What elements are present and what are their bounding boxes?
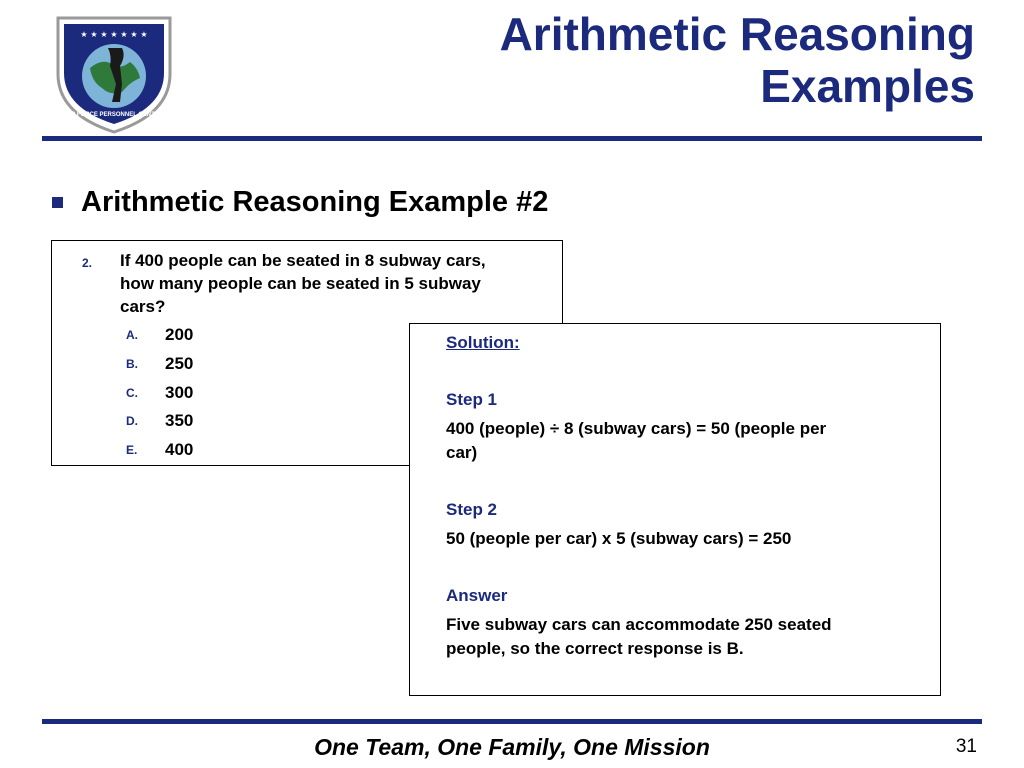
footer-divider (42, 719, 982, 724)
choice-value: 250 (165, 354, 194, 373)
header-divider (42, 136, 982, 141)
svg-text:★: ★ (90, 30, 98, 39)
choice-e (126, 437, 193, 463)
air-force-personnel-center-seal-icon (50, 10, 178, 136)
page-number: 31 (955, 736, 977, 757)
title-line-2: Examples (760, 60, 975, 112)
question-line-1: If 400 people can be seated in 8 subway cars, (120, 251, 486, 270)
svg-text:★: ★ (130, 30, 138, 39)
step-1-line-1: 400 (people) ÷ 8 (subway cars) = 50 (people per (446, 419, 827, 438)
choice-value: 400 (165, 440, 194, 459)
square-bullet-icon (52, 197, 63, 208)
choice-b (126, 351, 193, 377)
question-number: 2. (82, 256, 93, 270)
answer-label: Answer (446, 586, 508, 605)
choice-c (126, 380, 193, 406)
choice-letter: B. (126, 357, 138, 371)
choice-a (126, 322, 193, 348)
question-text (120, 249, 560, 318)
step-2-line-1: 50 (people per car) x 5 (subway cars) = 250 (446, 529, 792, 548)
step-1-label: Step 1 (446, 390, 498, 409)
answer-line-2: people, so the correct response is B. (446, 639, 744, 658)
question-line-2: how many people can be seated in 5 subway (120, 274, 481, 293)
step-2-label: Step 2 (446, 500, 498, 519)
choice-value: 300 (165, 383, 194, 402)
svg-text:★: ★ (100, 30, 108, 39)
svg-text:★: ★ (110, 30, 118, 39)
step-1-line-2: car) (446, 443, 478, 462)
footer-motto: One Team, One Family, One Mission (314, 734, 710, 760)
solution-box (409, 323, 941, 696)
answer-line-1: Five subway cars can accommodate 250 seated (446, 615, 832, 634)
choice-letter: E. (126, 443, 138, 457)
choice-letter: D. (126, 414, 138, 428)
slide-title (355, 8, 975, 112)
choice-letter: C. (126, 386, 138, 400)
svg-text:★: ★ (140, 30, 148, 39)
svg-text:★: ★ (80, 30, 88, 39)
choice-value: 200 (165, 325, 194, 344)
title-line-1: Arithmetic Reasoning (499, 8, 975, 60)
solution-heading: Solution: (446, 333, 520, 352)
logo-text: AIR FORCE PERSONNEL CENTER (64, 112, 164, 118)
choice-value: 350 (165, 411, 194, 430)
svg-text:★: ★ (120, 30, 128, 39)
question-line-3: cars? (120, 297, 166, 316)
choice-d (126, 408, 193, 434)
section-heading (52, 182, 548, 222)
choice-letter: A. (126, 328, 138, 342)
section-heading-text: Arithmetic Reasoning Example #2 (81, 185, 549, 218)
